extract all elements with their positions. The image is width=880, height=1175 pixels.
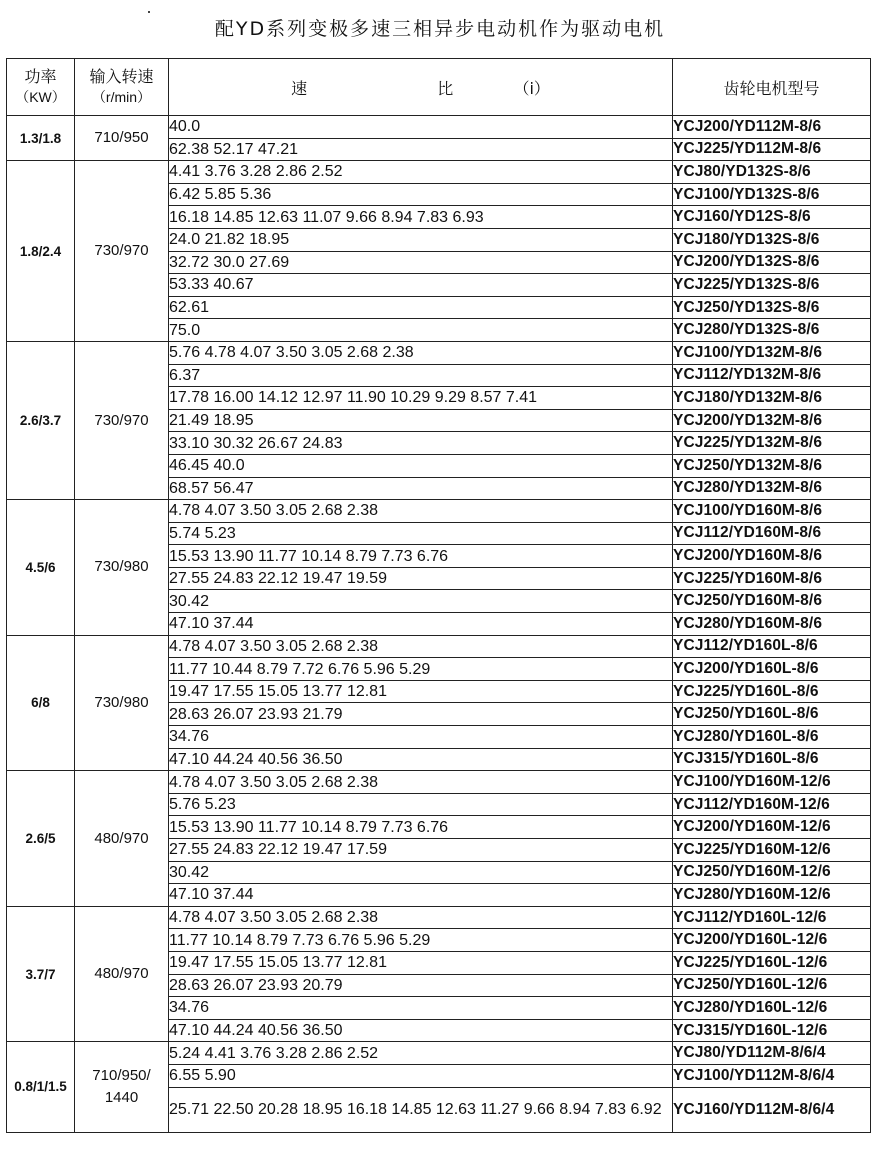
power-cell: 2.6/5 <box>7 771 75 907</box>
model-cell: YCJ112/YD160L-12/6 <box>673 906 871 929</box>
model-cell: YCJ160/YD112M-8/6/4 <box>673 1087 871 1132</box>
ratio-cell: 34.76 <box>169 726 673 749</box>
ratio-header <box>169 59 673 116</box>
ratio-header-char2: 比 <box>437 78 454 98</box>
ratio-cell: 30.42 <box>169 861 673 884</box>
table-row <box>7 1042 871 1065</box>
ratio-cell: 4.41 3.76 3.28 2.86 2.52 <box>169 161 673 184</box>
model-header <box>673 59 871 116</box>
table-row <box>7 635 871 658</box>
model-cell: YCJ200/YD132M-8/6 <box>673 409 871 432</box>
ratio-cell: 11.77 10.44 8.79 7.72 6.76 5.96 5.29 <box>169 658 673 681</box>
model-cell: YCJ225/YD160L-8/6 <box>673 680 871 703</box>
ratio-header-symbol: （i） <box>513 78 550 98</box>
ratio-cell: 47.10 37.44 <box>169 613 673 636</box>
model-cell: YCJ280/YD160M-8/6 <box>673 613 871 636</box>
power-header <box>7 59 75 116</box>
model-cell: YCJ180/YD132M-8/6 <box>673 387 871 410</box>
table-row <box>7 771 871 794</box>
power-cell: 1.8/2.4 <box>7 161 75 342</box>
ratio-cell: 75.0 <box>169 319 673 342</box>
model-cell: YCJ112/YD160M-12/6 <box>673 793 871 816</box>
model-cell: YCJ112/YD132M-8/6 <box>673 364 871 387</box>
model-cell: YCJ200/YD112M-8/6 <box>673 116 871 139</box>
ratio-cell: 24.0 21.82 18.95 <box>169 228 673 251</box>
ratio-cell: 33.10 30.32 26.67 24.83 <box>169 432 673 455</box>
ratio-cell: 68.57 56.47 <box>169 477 673 500</box>
model-cell: YCJ200/YD160L-8/6 <box>673 658 871 681</box>
model-cell: YCJ225/YD160L-12/6 <box>673 951 871 974</box>
ratio-cell: 27.55 24.83 22.12 19.47 17.59 <box>169 839 673 862</box>
ratio-cell: 17.78 16.00 14.12 12.97 11.90 10.29 9.29 8.57 7.41 <box>169 387 673 410</box>
ratio-cell: 19.47 17.55 15.05 13.77 12.81 <box>169 951 673 974</box>
table-body <box>7 116 871 1133</box>
ratio-cell: 6.55 5.90 <box>169 1064 673 1087</box>
model-cell: YCJ200/YD132S-8/6 <box>673 251 871 274</box>
model-cell: YCJ250/YD132S-8/6 <box>673 296 871 319</box>
ratio-cell: 53.33 40.67 <box>169 274 673 297</box>
ratio-cell: 5.76 4.78 4.07 3.50 3.05 2.68 2.38 <box>169 341 673 364</box>
ratio-cell: 62.38 52.17 47.21 <box>169 138 673 161</box>
table-row <box>7 906 871 929</box>
model-cell: YCJ112/YD160M-8/6 <box>673 522 871 545</box>
ratio-cell: 47.10 44.24 40.56 36.50 <box>169 1019 673 1042</box>
input-speed-cell: 730/970 <box>75 161 169 342</box>
ratio-cell: 40.0 <box>169 116 673 139</box>
ratio-cell: 5.76 5.23 <box>169 793 673 816</box>
model-cell: YCJ225/YD112M-8/6 <box>673 138 871 161</box>
ratio-cell: 62.61 <box>169 296 673 319</box>
table-row <box>7 116 871 139</box>
input-speed-cell: 480/970 <box>75 771 169 907</box>
power-cell: 3.7/7 <box>7 906 75 1042</box>
model-cell: YCJ315/YD160L-12/6 <box>673 1019 871 1042</box>
power-header-label: 功率 <box>24 67 57 86</box>
scan-speck <box>148 11 150 13</box>
ratio-cell: 4.78 4.07 3.50 3.05 2.68 2.38 <box>169 906 673 929</box>
model-cell: YCJ160/YD12S-8/6 <box>673 206 871 229</box>
model-cell: YCJ180/YD132S-8/6 <box>673 228 871 251</box>
ratio-cell: 15.53 13.90 11.77 10.14 8.79 7.73 6.76 <box>169 545 673 568</box>
speed-header-unit: （r/min） <box>91 89 152 105</box>
ratio-cell: 21.49 18.95 <box>169 409 673 432</box>
model-cell: YCJ80/YD132S-8/6 <box>673 161 871 184</box>
model-cell: YCJ280/YD132M-8/6 <box>673 477 871 500</box>
speed-header-label: 输入转速 <box>89 67 154 86</box>
power-cell: 4.5/6 <box>7 500 75 636</box>
model-cell: YCJ200/YD160M-8/6 <box>673 545 871 568</box>
input-speed-cell: 730/980 <box>75 500 169 636</box>
model-cell: YCJ225/YD132M-8/6 <box>673 432 871 455</box>
model-cell: YCJ280/YD160L-12/6 <box>673 997 871 1020</box>
ratio-cell: 47.10 44.24 40.56 36.50 <box>169 748 673 771</box>
table-row <box>7 341 871 364</box>
model-cell: YCJ250/YD160M-8/6 <box>673 590 871 613</box>
model-cell: YCJ250/YD160L-8/6 <box>673 703 871 726</box>
ratio-cell: 19.47 17.55 15.05 13.77 12.81 <box>169 680 673 703</box>
model-cell: YCJ250/YD160M-12/6 <box>673 861 871 884</box>
model-cell: YCJ225/YD160M-12/6 <box>673 839 871 862</box>
model-cell: YCJ100/YD160M-12/6 <box>673 771 871 794</box>
ratio-cell: 11.77 10.14 8.79 7.73 6.76 5.96 5.29 <box>169 929 673 952</box>
model-cell: YCJ100/YD112M-8/6/4 <box>673 1064 871 1087</box>
power-cell: 1.3/1.8 <box>7 116 75 161</box>
model-cell: YCJ200/YD160M-12/6 <box>673 816 871 839</box>
ratio-cell: 4.78 4.07 3.50 3.05 2.68 2.38 <box>169 771 673 794</box>
ratio-cell: 6.42 5.85 5.36 <box>169 183 673 206</box>
input-speed-cell: 480/970 <box>75 906 169 1042</box>
model-header-label: 齿轮电机型号 <box>723 78 820 98</box>
power-cell: 6/8 <box>7 635 75 771</box>
ratio-cell: 46.45 40.0 <box>169 454 673 477</box>
ratio-cell: 47.10 37.44 <box>169 884 673 907</box>
model-cell: YCJ80/YD112M-8/6/4 <box>673 1042 871 1065</box>
table-row <box>7 500 871 523</box>
model-cell: YCJ100/YD132S-8/6 <box>673 183 871 206</box>
ratio-cell: 32.72 30.0 27.69 <box>169 251 673 274</box>
ratio-cell: 4.78 4.07 3.50 3.05 2.68 2.38 <box>169 500 673 523</box>
input-speed-cell: 710/950 <box>75 116 169 161</box>
ratio-cell: 16.18 14.85 12.63 11.07 9.66 8.94 7.83 6.93 <box>169 206 673 229</box>
model-cell: YCJ280/YD132S-8/6 <box>673 319 871 342</box>
ratio-cell: 28.63 26.07 23.93 21.79 <box>169 703 673 726</box>
model-cell: YCJ112/YD160L-8/6 <box>673 635 871 658</box>
model-cell: YCJ200/YD160L-12/6 <box>673 929 871 952</box>
ratio-cell: 25.71 22.50 20.28 18.95 16.18 14.85 12.63 11.27 9.66 8.94 7.83 6.92 <box>169 1087 673 1132</box>
power-header-unit: （KW） <box>15 89 66 105</box>
power-cell: 2.6/3.7 <box>7 341 75 499</box>
speed-header <box>75 59 169 116</box>
ratio-cell: 6.37 <box>169 364 673 387</box>
ratio-cell: 34.76 <box>169 997 673 1020</box>
model-cell: YCJ225/YD160M-8/6 <box>673 567 871 590</box>
ratio-cell: 30.42 <box>169 590 673 613</box>
model-cell: YCJ250/YD132M-8/6 <box>673 454 871 477</box>
page-title: 配YD系列变极多速三相异步电动机作为驱动电机 <box>214 18 666 40</box>
input-speed-cell: 710/950/ 1440 <box>75 1042 169 1132</box>
model-cell: YCJ225/YD132S-8/6 <box>673 274 871 297</box>
ratio-cell: 27.55 24.83 22.12 19.47 19.59 <box>169 567 673 590</box>
header-row <box>7 59 871 116</box>
input-speed-cell: 730/970 <box>75 341 169 499</box>
model-cell: YCJ280/YD160L-8/6 <box>673 726 871 749</box>
table-row <box>7 161 871 184</box>
ratio-header-char1: 速 <box>291 78 308 98</box>
model-cell: YCJ100/YD132M-8/6 <box>673 341 871 364</box>
ratio-cell: 15.53 13.90 11.77 10.14 8.79 7.73 6.76 <box>169 816 673 839</box>
spec-table <box>6 58 871 1133</box>
ratio-cell: 5.24 4.41 3.76 3.28 2.86 2.52 <box>169 1042 673 1065</box>
ratio-cell: 4.78 4.07 3.50 3.05 2.68 2.38 <box>169 635 673 658</box>
model-cell: YCJ250/YD160L-12/6 <box>673 974 871 997</box>
model-cell: YCJ315/YD160L-8/6 <box>673 748 871 771</box>
ratio-cell: 28.63 26.07 23.93 20.79 <box>169 974 673 997</box>
model-cell: YCJ280/YD160M-12/6 <box>673 884 871 907</box>
input-speed-cell: 730/980 <box>75 635 169 771</box>
power-cell: 0.8/1/1.5 <box>7 1042 75 1132</box>
ratio-cell: 5.74 5.23 <box>169 522 673 545</box>
model-cell: YCJ100/YD160M-8/6 <box>673 500 871 523</box>
